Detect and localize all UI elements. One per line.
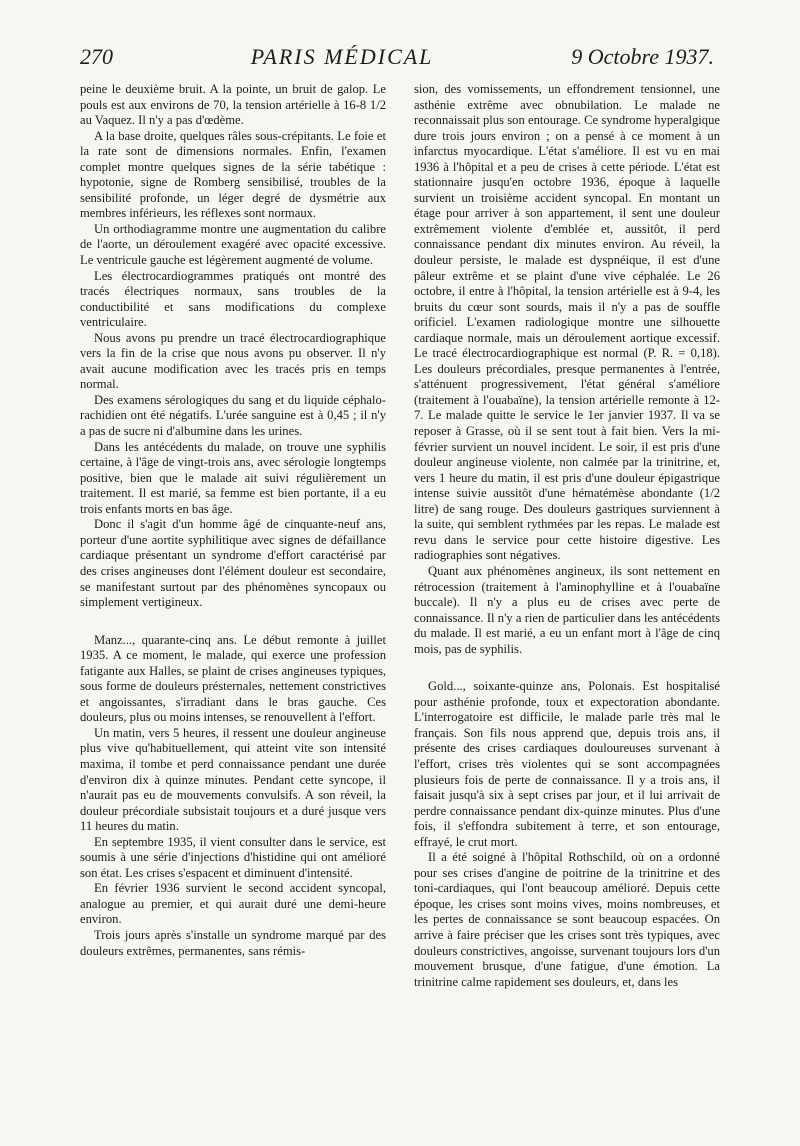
paragraph: Les électrocardiogrammes pratiqués ont montré des tracés électriques normaux, sans troubles de la conductibilité et sans modifications du complexe ventriculaire. xyxy=(80,268,386,330)
paragraph: Donc il s'agit d'un homme âgé de cinquante-neuf ans, porteur d'une aortite syphilitique avec signes de défaillance cardiaque présentant un syndrome d'effort caractérisé par des crises angineuses dont l'élément douleur est secondaire, se manifestant surtout par des phénomènes syncopaux ou simplement vertigineux. xyxy=(80,517,386,610)
paragraph: Quant aux phénomènes angineux, ils sont nettement en rétrocession (traitement à l'aminophylline et à l'ouabaïne buccale). Il n'y a plus eu de crises avec perte de connaissance. Il n'y a rien de particulier dans les antécédents du malade. Il est marié, a eu un enfant mort à l'âge de cinq mois, pas de syphilis. xyxy=(414,563,720,656)
paragraph: Trois jours après s'installe un syndrome marqué par des douleurs extrêmes, permanentes, sans rémis- xyxy=(80,927,386,958)
paragraph: Un orthodiagramme montre une augmentation du calibre de l'aorte, un déroulement exagéré avec opacité excessive. Le ventricule gauche est légèrement augmenté de volume. xyxy=(80,221,386,268)
paragraph: En septembre 1935, il vient consulter dans le service, est soumis à une série d'injections d'histidine qui ont amélioré son état. Les crises s'espacent et diminuent d'intensité. xyxy=(80,834,386,880)
paragraph: Manz..., quarante-cinq ans. Le début remonte à juillet 1935. A ce moment, le malade, qui exerce une profession fatigante aux Halles, se plaint de crises angineuses typiques, sous forme de douleurs présternales, nettement constrictives et angoissantes, s'irradiant dans le bras gauche. Ces douleurs, plus ou moins intenses, se renouvellent à l'effort. xyxy=(80,632,386,725)
paragraph: sion, des vomissements, un effondrement tensionnel, une asthénie extrême avec obnubilation. Le malade ne reconnaissait plus son entourage. Ce syndrome hyperalgique dure trois jours environ ; on a pensé à ce moment à un infarctus myocardique. L'état s'améliore. Il est vu en mai 1936 à l'hôpital et a peu de crises à cette période. L'état est stationnaire jusqu'en octobre 1936, époque à laquelle survient un troisième accident syncopal. En montant un étage pour arriver à son appartement, il sent une douleur extrêmement violente d'emblée et, aussitôt, il perd connaissance pendant dix minutes environ. Au réveil, la douleur persiste, le malade est dyspnéique, il est d'une pâleur extrême et se plaint d'une vive céphalée. Le 26 octobre, il entre à l'hôpital, la tension artérielle est à 9-4, les bruits du cœur sont sourds, mais il n'y a pas de souffle orificiel. L'examen radiologique montre une silhouette cardiaque normale, mais un déroulement aortique excessif. Le tracé électrocardiographique est normal (P. R. = 0,18). Les douleurs précordiales, presque permanentes à l'entrée, s'atténuent progressivement, l'état général s'améliore (traitement à l'ouabaïne), la tension artérielle remonte à 12-7. Le malade quitte le service le 1er janvier 1937. Il va se reposer à Grasse, où il se sent tout à fait bien. Vers la mi-février survient un nouvel incident. Le soir, il est pris d'une douleur angineuse violente, non calmée par la trinitrine, et, vers 1 heure du matin, il est pris d'une douleur épigastrique intense suivie aussitôt d'une hématémèse abondante (1/2 litre) de sang rouge. Des douleurs gastriques surviennent à la suite, qui semblent rythmées par les repas. Le malade est revu dans le service pour cette histoire digestive. Les radiographies sont négatives. xyxy=(414,82,720,563)
paragraph: Nous avons pu prendre un tracé électrocardiographique vers la fin de la crise que nous avons pu observer. Il n'y avait aucune modification avec les tracés pris en temps normal. xyxy=(80,330,386,392)
paragraph: peine le deuxième bruit. A la pointe, un bruit de galop. Le pouls est aux environs de 70, la tension artérielle à 16-8 1/2 au Vaquez. Il n'y a pas d'œdème. xyxy=(80,82,386,128)
page-number: 270 xyxy=(80,44,113,69)
running-header xyxy=(80,44,714,80)
paragraph: A la base droite, quelques râles sous-crépitants. Le foie et la rate sont de dimensions normales. Enfin, l'examen complet montre quelques signes de la série tabétique : hypotonie, signe de Romberg sensibilisé, troubles de la sensibilité profonde, un léger degré de dysmétrie aux membres inférieurs, les réflexes sont normaux. xyxy=(80,128,386,221)
paragraph: Un matin, vers 5 heures, il ressent une douleur angineuse plus vive qu'habituellement, qui atteint vite son intensité maxima, il tombe et perd connaissance pendant une durée d'environ dix à quinze minutes. Pendant cette syncope, il n'aurait pas eu de mouvements convulsifs. A son réveil, la douleur précordiale subsistait toujours et a duré jusque vers 11 heures du matin. xyxy=(80,725,386,834)
journal-title: PARIS MÉDICAL xyxy=(250,44,434,69)
paragraph: Des examens sérologiques du sang et du liquide céphalo-rachidien ont été négatifs. L'urée sanguine est à 0,45 ; il n'y a pas de sucre ni d'albumine dans les urines. xyxy=(80,392,386,439)
right-column xyxy=(414,82,720,990)
paragraph: En février 1936 survient le second accident syncopal, analogue au premier, et qui aurait duré une demi-heure environ. xyxy=(80,881,386,927)
paragraph: Dans les antécédents du malade, on trouve une syphilis certaine, à l'âge de vingt-trois ans, avec sérologie longtemps positive, bien que le malade ait suivi régulièrement un traitement. Il est marié, sa femme est bien portante, il a eu trois enfants morts en bas âge. xyxy=(80,439,386,516)
paragraph: Il a été soigné à l'hôpital Rothschild, où on a ordonné pour ses crises d'angine de poitrine de la trinitrine et des toni-cardiaques, qui l'ont beaucoup amélioré. Depuis cette époque, les crises sont moins vives, moins nombreuses, et les pertes de connaissance se sont beaucoup espacées. On arrive à faire préciser que les crises sont très typiques, avec douleurs constrictives, angoisse, survenant toujours lors d'un mouvement brusque, d'une fatigue, d'une émotion. La trinitrine calme rapidement ses douleurs, et, dans les xyxy=(414,850,720,989)
left-column xyxy=(80,82,386,959)
paragraph: Gold..., soixante-quinze ans, Polonais. Est hospitalisé pour asthénie profonde, toux et expectoration abondante. L'interrogatoire est difficile, le malade parle très mal le français. Son fils nous apprend que, depuis trois ans, il présente des crises cardiaques douloureuses survenant à l'effort, crises très violentes qui se sont accompagnées plusieurs fois de perte de connaissance. Il y a trois ans, il faisait jusqu'à six à sept crises par jour, et il lui arrivait de perdre connaissance pendant dix-quinze minutes. Plus d'une fois, il s'effondra subitement à terre, et son entourage, effrayé, le crut mort. xyxy=(414,679,720,849)
issue-date: 9 Octobre 1937. xyxy=(571,44,714,69)
